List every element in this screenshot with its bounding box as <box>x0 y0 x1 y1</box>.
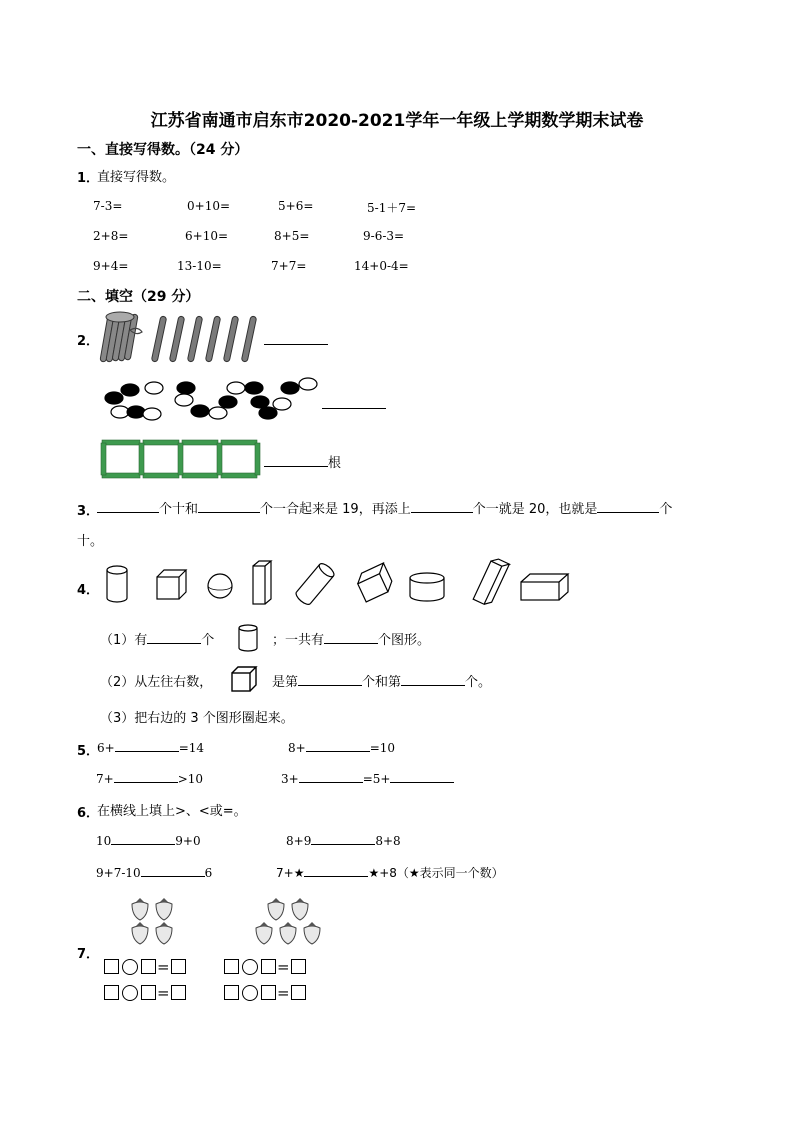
q5-item <box>288 739 395 755</box>
question-text-3-cont: 十。 <box>77 534 104 549</box>
cylinder-icon <box>237 624 259 652</box>
text-fragment: 3+ <box>281 772 299 786</box>
answer-blank[interactable] <box>324 631 378 644</box>
answer-blank[interactable] <box>114 770 178 783</box>
answer-blank[interactable] <box>390 770 454 783</box>
equation-row <box>224 982 306 1002</box>
answer-blank[interactable] <box>306 739 370 752</box>
answer-blank[interactable] <box>264 454 328 467</box>
sticks-bundle-picture <box>100 308 265 366</box>
answer-blank[interactable] <box>299 770 363 783</box>
calc-item: 8+5= <box>274 229 310 243</box>
cube-icon <box>230 665 258 693</box>
operator-circle[interactable] <box>122 985 138 1001</box>
equation-row <box>224 956 306 976</box>
answer-box[interactable] <box>261 985 276 1000</box>
question-number-7: 7． <box>77 947 100 962</box>
text-fragment: 个图形。 <box>378 633 431 648</box>
answer-blank[interactable] <box>264 332 328 345</box>
q5-item <box>96 770 203 786</box>
operator-circle[interactable] <box>242 985 258 1001</box>
text-fragment: 个一就是 20，也就是 <box>472 502 598 517</box>
answer-box[interactable] <box>291 959 306 974</box>
shapes-picture <box>100 556 570 608</box>
text-fragment: 8+ <box>288 741 306 755</box>
calc-item: 13-10= <box>177 259 222 273</box>
question-text-6: 在横线上填上>、<或=。 <box>97 804 247 819</box>
stick-squares-picture <box>100 438 262 480</box>
equals-sign: = <box>157 957 170 976</box>
equation-row <box>104 982 186 1002</box>
answer-box[interactable] <box>104 985 119 1000</box>
answer-box[interactable] <box>104 959 119 974</box>
text-fragment: 是第 <box>272 675 299 690</box>
answer-blank[interactable] <box>597 500 659 513</box>
answer-box[interactable] <box>141 985 156 1000</box>
answer-box[interactable] <box>291 985 306 1000</box>
answer-blank[interactable] <box>311 832 375 845</box>
q6-item <box>276 864 504 881</box>
q6-item <box>96 864 212 880</box>
answer-blank[interactable] <box>147 631 201 644</box>
answer-box[interactable] <box>141 959 156 974</box>
calc-item: 14+0-4= <box>354 259 409 273</box>
equals-sign: = <box>157 983 170 1002</box>
text-fragment: =10 <box>369 741 396 755</box>
question-number-2: 2． <box>77 334 100 349</box>
text-fragment: ★+8（★表示同一个数） <box>368 866 504 880</box>
q4-sub1 <box>100 629 214 648</box>
unit-label: 根 <box>328 456 342 471</box>
text-fragment: 6 <box>204 866 213 880</box>
text-fragment: 个一合起来是 19，再添上 <box>260 502 411 517</box>
answer-blank[interactable] <box>322 396 386 409</box>
question-number-3: 3． <box>77 504 100 519</box>
text-fragment: 个。 <box>465 675 492 690</box>
text-fragment: 个 <box>659 502 673 517</box>
text-fragment: （1）有 <box>100 633 148 648</box>
answer-blank[interactable] <box>97 500 159 513</box>
answer-blank[interactable] <box>401 673 465 686</box>
section-heading-2: 二、填空（29 分） <box>77 289 200 305</box>
text-fragment: 个和第 <box>362 675 402 690</box>
answer-box[interactable] <box>224 985 239 1000</box>
question-number-5: 5． <box>77 744 100 759</box>
text-fragment: 8+9 <box>286 834 312 848</box>
text-fragment: 7+★ <box>276 866 305 880</box>
calc-item: 6+10= <box>185 229 229 243</box>
operator-circle[interactable] <box>122 959 138 975</box>
text-fragment: 个十和 <box>159 502 199 517</box>
q6-item <box>96 832 201 848</box>
answer-blank[interactable] <box>115 739 179 752</box>
question-text-1: 直接写得数。 <box>97 170 176 185</box>
calc-item: 9+4= <box>93 259 129 273</box>
text-fragment: 10 <box>96 834 112 848</box>
text-fragment: 9+7-10 <box>96 866 141 880</box>
equals-sign: = <box>277 983 290 1002</box>
answer-blank[interactable] <box>198 500 260 513</box>
text-fragment: =14 <box>178 741 205 755</box>
q4-sub2-cont <box>272 671 491 690</box>
q4-sub1-cont <box>272 629 430 648</box>
calc-item: 5+6= <box>278 199 314 213</box>
answer-blank[interactable] <box>141 864 205 877</box>
answer-box[interactable] <box>171 985 186 1000</box>
calc-item: 7+7= <box>271 259 307 273</box>
question-number-6: 6． <box>77 806 100 821</box>
calc-item: 9-6-3= <box>363 229 405 243</box>
text-fragment: 7+ <box>96 772 114 786</box>
strawberries-right-picture <box>252 898 330 948</box>
q4-sub2: （2）从左往右数， <box>100 675 213 690</box>
strawberries-left-picture <box>128 898 180 948</box>
calc-item: 5-1＋7= <box>367 201 417 215</box>
q5-item <box>97 739 204 755</box>
operator-circle[interactable] <box>242 959 258 975</box>
answer-box[interactable] <box>171 959 186 974</box>
answer-blank[interactable] <box>304 864 368 877</box>
q6-item <box>286 832 401 848</box>
text-fragment: 9+0 <box>175 834 201 848</box>
page-title: 江苏省南通市启东市2020-2021学年一年级上学期数学期末试卷 <box>150 111 644 131</box>
text-fragment: 个 <box>201 633 215 648</box>
q5-item <box>281 770 454 786</box>
section-heading-1: 一、直接写得数。（24 分） <box>77 142 249 158</box>
text-fragment: =5+ <box>362 772 391 786</box>
answer-box[interactable] <box>224 959 239 974</box>
text-fragment: 6+ <box>97 741 115 755</box>
answer-blank[interactable] <box>411 500 473 513</box>
equation-row <box>104 956 186 976</box>
question-number-4: 4． <box>77 583 100 598</box>
text-fragment: ；一共有 <box>272 633 325 648</box>
text-fragment: >10 <box>177 772 204 786</box>
answer-blank[interactable] <box>111 832 175 845</box>
calc-item: 0+10= <box>187 199 231 213</box>
q4-sub3: （3）把右边的 3 个图形圈起来。 <box>100 711 294 726</box>
question-text-3 <box>97 498 672 517</box>
beads-picture <box>100 376 320 422</box>
equals-sign: = <box>277 957 290 976</box>
calc-item: 2+8= <box>93 229 129 243</box>
calc-item: 7-3= <box>93 199 123 213</box>
answer-box[interactable] <box>261 959 276 974</box>
question-number-1: 1． <box>77 171 100 186</box>
answer-blank[interactable] <box>298 673 362 686</box>
text-fragment: 8+8 <box>375 834 401 848</box>
